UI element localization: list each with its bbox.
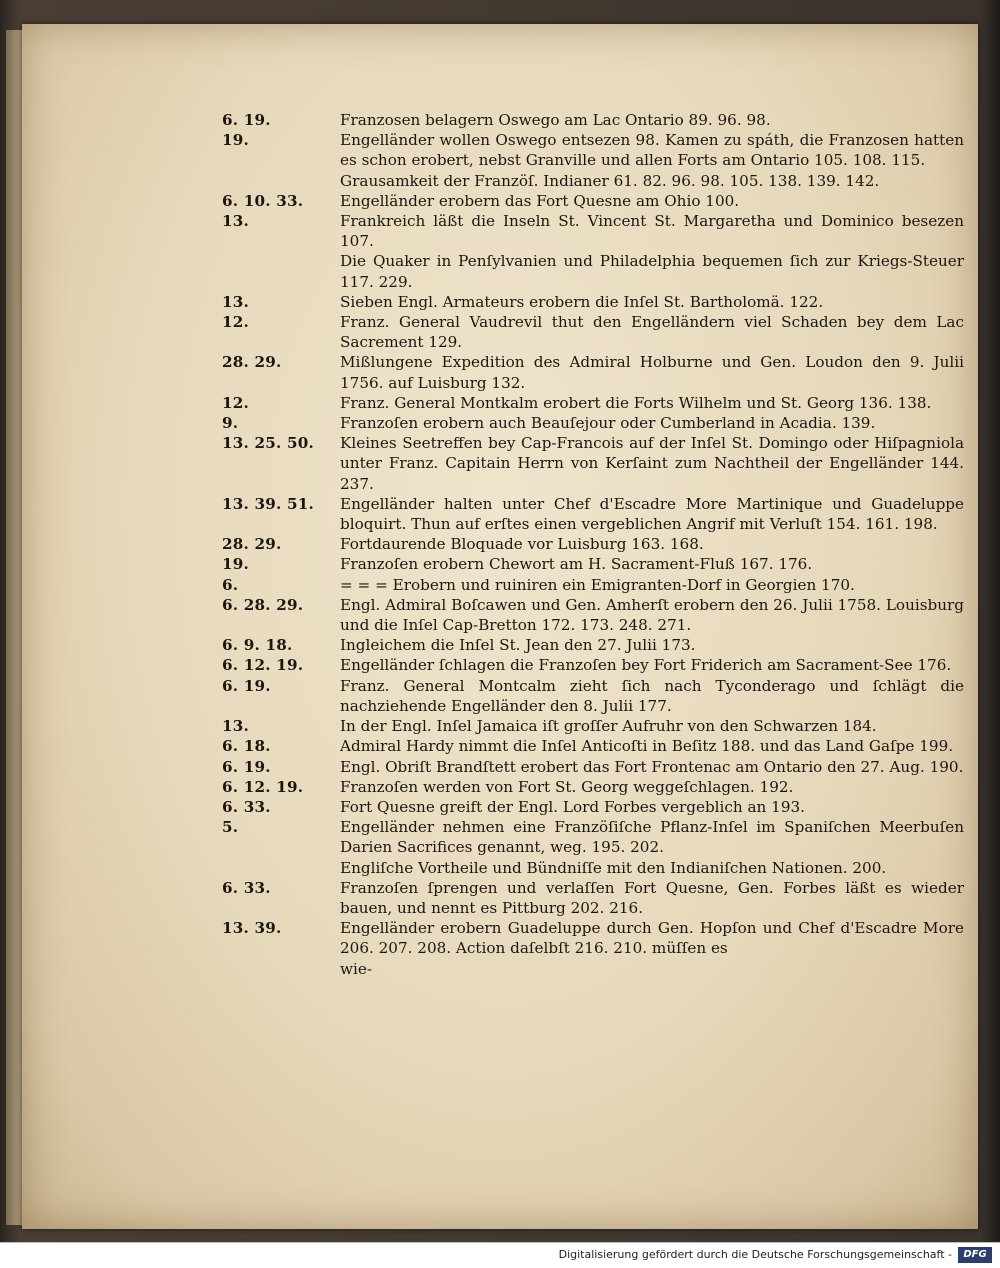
entry-reference-numbers: 6. 19.: [222, 676, 271, 695]
entry-text: Franzosen belagern Oswego am Lac Ontario 89. 96. 98.: [340, 111, 771, 129]
index-entry: [222, 534, 964, 554]
index-entry: [222, 959, 964, 979]
entry-reference-numbers: 28. 29.: [222, 535, 282, 554]
index-entry: [222, 757, 964, 777]
entry-reference-numbers: 6. 12. 19.: [222, 656, 304, 675]
entry-reference-numbers: 5.: [222, 818, 239, 837]
entry-reference-numbers: 13. 39.: [222, 919, 282, 938]
entry-text: Franzoſen ſprengen und verlaſſen Fort Quesne, Gen. Forbes läßt es wieder bauen, und nennt es Pittburg 202. 216.: [340, 878, 964, 917]
entry-reference-numbers: 13. 39. 51.: [222, 494, 315, 513]
index-entry: [222, 110, 964, 130]
index-entry: [222, 130, 964, 170]
entry-text: Sieben Engl. Armateurs erobern die Inſel St. Bartholomä. 122.: [340, 292, 824, 311]
index-entry: [222, 312, 964, 352]
index-entry: [222, 393, 964, 413]
entry-reference-numbers: 12.: [222, 313, 250, 332]
index-entry: [222, 777, 964, 797]
entry-reference-numbers: 6. 10. 33.: [222, 191, 304, 210]
index-entry: [222, 575, 964, 595]
index-entry: [222, 352, 964, 392]
entry-reference-numbers: 13.: [222, 212, 250, 231]
index-entry: [222, 292, 964, 312]
index-entry: [222, 676, 964, 716]
entry-text: Franz. General Montcalm zieht ſich nach Tyconderago und ſchlägt die nachziehende Engelländer den 8. Julii 177.: [340, 676, 964, 715]
index-entry: [222, 211, 964, 251]
entry-text: Franz. General Vaudrevil thut den Engelländern viel Schaden bey dem Lac Sacrement 129.: [340, 313, 964, 352]
index-entry: [222, 413, 964, 433]
entry-text: Engliſche Vortheile und Bündniſſe mit den Indianiſchen Nationen. 200.: [340, 858, 887, 877]
index-entry: [222, 655, 964, 675]
index-entry: [222, 251, 964, 291]
entry-text: Franzoſen erobern Chewort am H. Sacrament-Fluß 167. 176.: [340, 555, 813, 574]
entry-reference-numbers: 12.: [222, 393, 250, 412]
entry-text: Die Quaker in Penſylvanien und Philadelphia bequemen ſich zur Kriegs-Steuer 117. 229.: [340, 252, 964, 291]
entry-reference-numbers: 6. 33.: [222, 878, 271, 897]
index-entry: [222, 878, 964, 918]
entry-reference-numbers: 6. 9. 18.: [222, 636, 293, 655]
entry-reference-numbers: 19.: [222, 131, 250, 150]
entry-text: Admiral Hardy nimmt die Inſel Anticoſti in Beſitz 188. und das Land Gaſpe 199.: [340, 737, 954, 756]
index-entry: [222, 797, 964, 817]
entry-text: Engl. Obriſt Brandſtett erobert das Fort Frontenac am Ontario den 27. Aug. 190.: [340, 757, 964, 776]
entry-text: Fort Quesne greift der Engl. Lord Forbes vergeblich an 193.: [340, 797, 805, 816]
entry-text: Fortdaurende Bloquade vor Luisburg 163. 168.: [340, 535, 704, 554]
entry-text: Engelländer halten unter Chef d'Escadre More Martinique und Guadeluppe bloquirt. Thun auf erſtes einen vergeblichen Angrif mit Verluſt 154. 161. 198.: [340, 494, 964, 534]
entry-text: Engelländer erobern das Fort Quesne am Ohio 100.: [340, 191, 740, 210]
entry-text: Franzoſen erobern auch Beauſejour oder Cumberland in Acadia. 139.: [340, 414, 876, 433]
entry-text: Engelländer wollen Oswego entsezen 98. Kamen zu spáth, die Franzosen hatten es schon erobert, nebst Granville und allen Forts am Ontario 105. 108. 115.: [340, 131, 964, 170]
entry-text: Franz. General Montkalm erobert die Forts Wilhelm und St. Georg 136. 138.: [340, 393, 932, 412]
dfg-logo: DFG: [958, 1247, 992, 1263]
entry-text: Mißlungene Expedition des Admiral Holburne und Gen. Loudon den 9. Julii 1756. auf Luisburg 132.: [340, 353, 964, 392]
entry-text: Engelländer erobern Guadeluppe durch Gen. Hopſon und Chef d'Escadre More 206. 207. 208. Action daſelbſt 216. 210. müſſen es: [340, 919, 964, 958]
entry-reference-numbers: 19.: [222, 555, 250, 574]
entry-reference-numbers: 6. 19.: [222, 757, 271, 776]
entry-reference-numbers: 6. 19.: [222, 111, 271, 129]
entry-reference-numbers: 6. 28. 29.: [222, 595, 304, 614]
index-entries: [222, 110, 964, 979]
index-entry: [222, 171, 964, 191]
index-entry: [222, 858, 964, 878]
entry-text: Engelländer nehmen eine Franzöſiſche Pflanz-Inſel im Spaniſchen Meerbuſen Darien Sacrifices genannt, weg. 195. 202.: [340, 818, 964, 857]
entry-text: wie-: [340, 959, 372, 978]
entry-text: Engelländer ſchlagen die Franzoſen bey Fort Friderich am Sacrament-See 176.: [340, 656, 952, 675]
index-entry: [222, 716, 964, 736]
entry-text: In der Engl. Inſel Jamaica iſt groſſer Aufruhr von den Schwarzen 184.: [340, 717, 877, 736]
entry-reference-numbers: 6. 12. 19.: [222, 777, 304, 796]
index-entry: [222, 433, 964, 494]
entry-reference-numbers: 13.: [222, 717, 250, 736]
entry-text: Franzoſen werden von Fort St. Georg weggeſchlagen. 192.: [340, 777, 794, 796]
index-entry: [222, 817, 964, 857]
entry-reference-numbers: 6. 33.: [222, 797, 271, 816]
index-entry: [222, 494, 964, 534]
entry-text: Frankreich läßt die Inseln St. Vincent St. Margaretha und Dominico besezen 107.: [340, 212, 964, 251]
index-entry: [222, 191, 964, 211]
entry-reference-numbers: 6. 18.: [222, 737, 271, 756]
entry-text: Grausamkeit der Franzöſ. Indianer 61. 82. 96. 98. 105. 138. 139. 142.: [340, 171, 880, 190]
footer-credit: Digitalisierung gefördert durch die Deutsche Forschungsgemeinschaft -: [558, 1248, 952, 1261]
footer-bar: [0, 1242, 1000, 1268]
entry-text: = = = Erobern und ruiniren ein Emigranten-Dorf in Georgien 170.: [340, 575, 855, 594]
index-entry: [222, 736, 964, 756]
index-entry: [222, 635, 964, 655]
entry-reference-numbers: 6.: [222, 575, 239, 594]
entry-reference-numbers: 13.: [222, 292, 250, 311]
index-entry: [222, 595, 964, 635]
index-entry: [222, 554, 964, 574]
entry-text: Ingleichem die Inſel St. Jean den 27. Julii 173.: [340, 636, 696, 655]
entry-text: Kleines Seetreffen bey Cap-Francois auf der Inſel St. Domingo oder Hiſpagniola unter Franz. Capitain Herrn von Kerſaint zum Nachtheil der Engelländer 144. 237.: [340, 434, 964, 493]
entry-reference-numbers: 13. 25. 50.: [222, 434, 315, 453]
entry-reference-numbers: 28. 29.: [222, 353, 282, 372]
entry-text: Engl. Admiral Boſcawen und Gen. Amherſt erobern den 26. Julii 1758. Louisburg und die Inſel Cap-Bretton 172. 173. 248. 271.: [340, 595, 964, 635]
entry-reference-numbers: 9.: [222, 414, 239, 433]
index-entry: [222, 918, 964, 958]
